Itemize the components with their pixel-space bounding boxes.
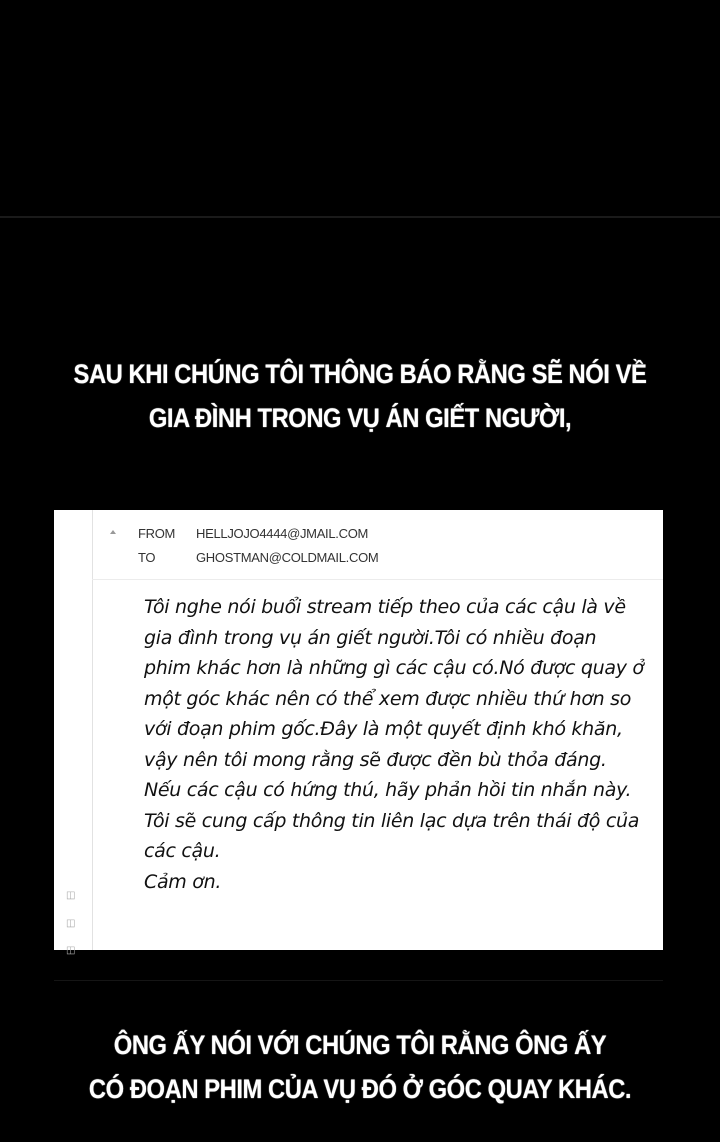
email-to-row bbox=[138, 550, 378, 565]
caption-bottom-line-2: CÓ ĐOẠN PHIM CỦA VỤ ĐÓ Ở GÓC QUAY KHÁC. bbox=[88, 1074, 632, 1104]
caption-bottom-line-1: ÔNG ẤY NÓI VỚI CHÚNG TÔI RẰNG ÔNG ẤY bbox=[113, 1030, 607, 1060]
email-from-value[interactable]: HELLJOJO4444@JMAIL.COM bbox=[196, 526, 369, 541]
caption-top bbox=[43, 352, 677, 440]
panel-divider bbox=[54, 980, 663, 981]
panel-divider bbox=[0, 216, 720, 218]
email-panel bbox=[54, 510, 663, 956]
email-body-closing: Cảm ơn. bbox=[144, 870, 222, 893]
caption-top-line-1: SAU KHI CHÚNG TÔI THÔNG BÁO RẰNG SẼ NÓI VỀ bbox=[73, 359, 647, 389]
email-body bbox=[144, 592, 644, 897]
trash-icon[interactable]: ◫ bbox=[66, 890, 76, 901]
email-to-value[interactable]: GHOSTMAN@COLDMAIL.COM bbox=[196, 550, 379, 565]
trash-icon[interactable]: ◫ bbox=[66, 945, 76, 956]
email-from-row bbox=[138, 526, 368, 541]
email-gutter bbox=[54, 510, 93, 956]
collapse-arrow-icon[interactable] bbox=[110, 530, 116, 534]
trash-icon[interactable]: ◫ bbox=[66, 918, 76, 929]
email-body-paragraph-1: Tôi nghe nói buổi stream tiếp theo của các cậu là về gia đình trong vụ án giết người.Tôi có nhiều đoạn phim khác hơn là những gì các cậu có.Nó được quay ở một góc khác nên có thể xem được nhiều thứ hơn so với đoạn phim gốc.Đây là một quyết định khó khăn, vậy nên tôi mong rằng sẽ được đền bù thỏa đáng. bbox=[144, 596, 644, 771]
caption-top-line-2: GIA ĐÌNH TRONG VỤ ÁN GIẾT NGƯỜI, bbox=[148, 403, 572, 433]
email-from-label: FROM bbox=[138, 526, 176, 541]
top-black-panel bbox=[0, 0, 720, 216]
email-body-paragraph-2: Nếu các cậu có hứng thú, hãy phản hồi tin nhắn này. Tôi sẽ cung cấp thông tin liên lạc dựa trên thái độ của các cậu. bbox=[144, 779, 640, 862]
email-to-label: TO bbox=[138, 550, 156, 565]
caption-bottom bbox=[43, 1023, 677, 1111]
email-header-divider bbox=[92, 579, 663, 580]
